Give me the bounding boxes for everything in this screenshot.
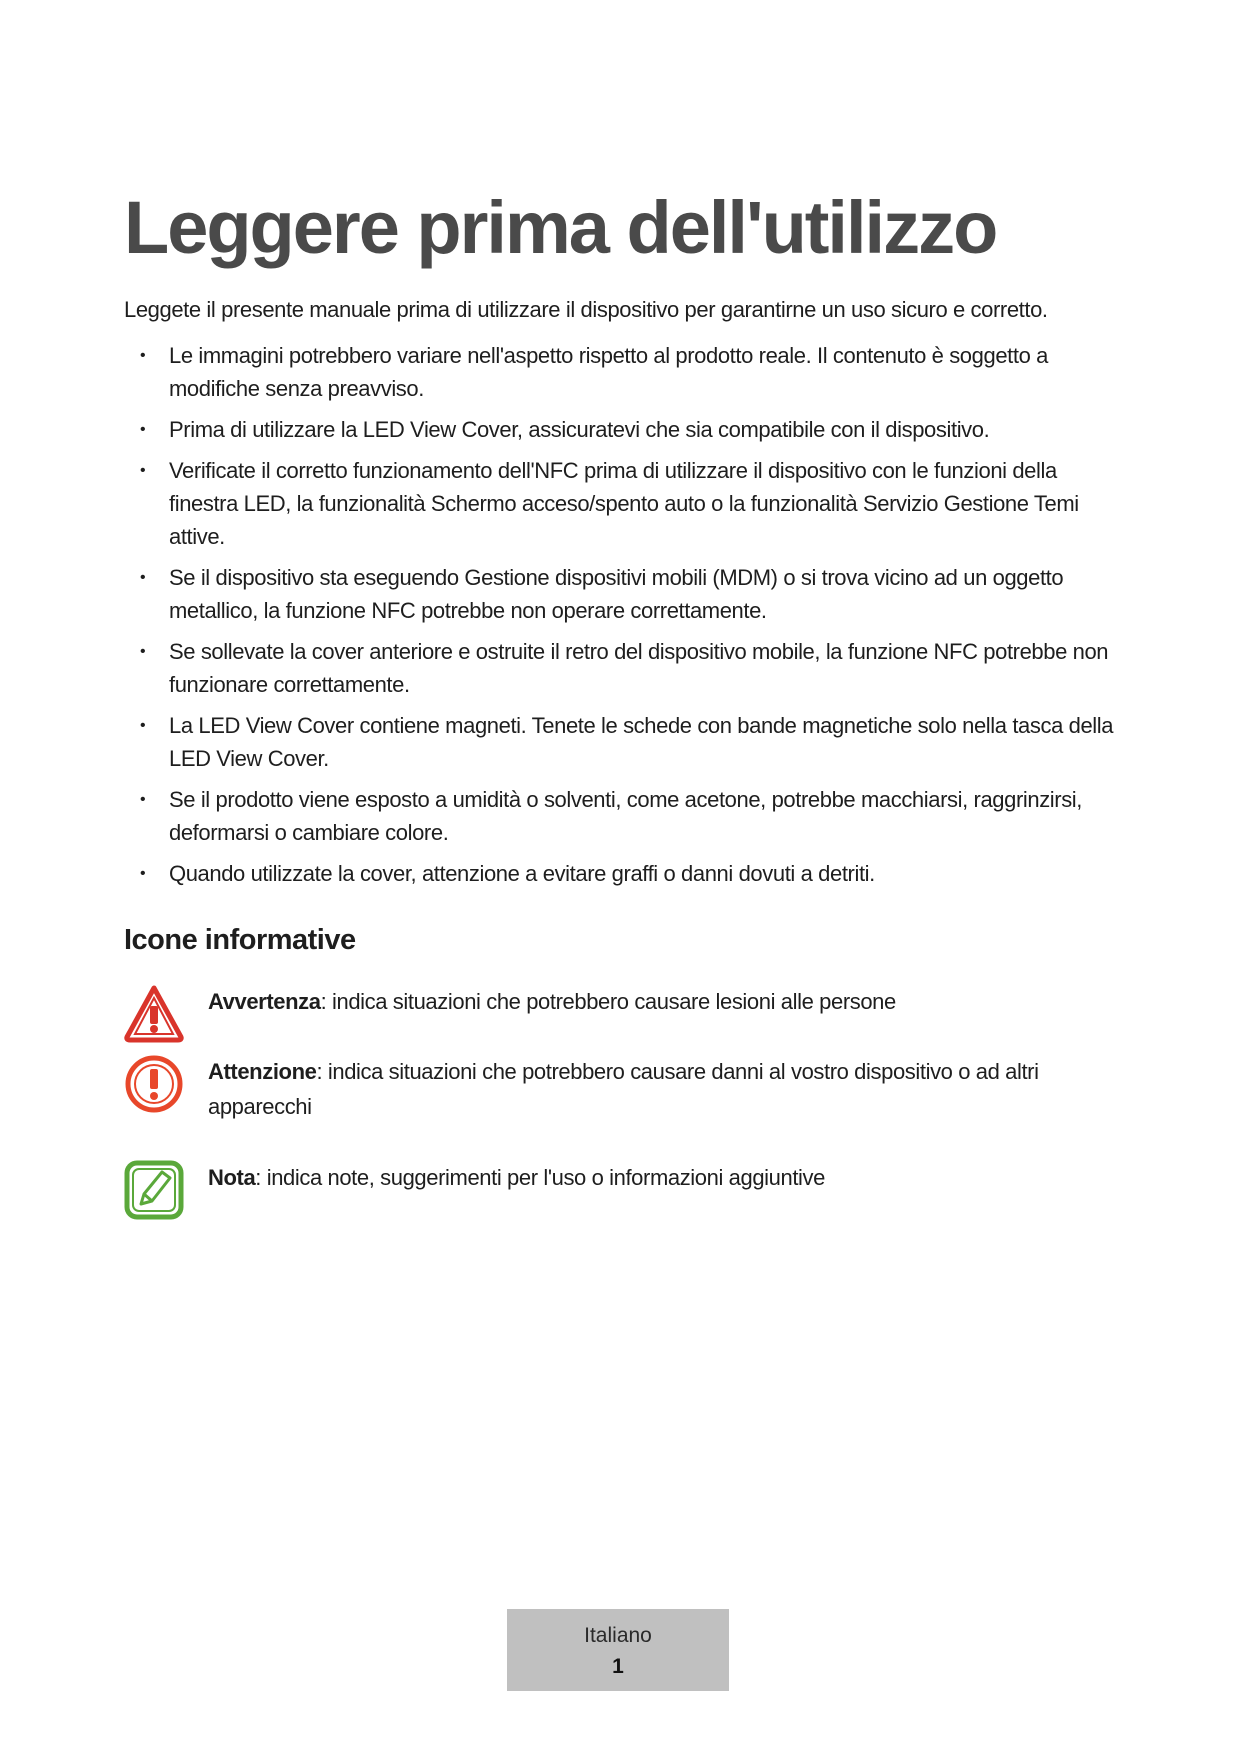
list-item [124, 857, 1124, 890]
note-pencil-icon [124, 1160, 184, 1220]
bullet-list [124, 339, 1124, 898]
bullet-marker: • [140, 421, 146, 438]
list-item [124, 454, 1124, 553]
caution-circle-icon [124, 1054, 184, 1114]
list-item [124, 561, 1124, 627]
info-caution-text [208, 1054, 1108, 1124]
info-description: : indica situazioni che potrebbero causare danni al vostro dispositivo o ad altri apparecchi [208, 1059, 1039, 1119]
list-item-text: Le immagini potrebbero variare nell'aspetto rispetto al prodotto reale. Il contenuto è soggetto a modifiche senza preavviso. [169, 343, 1048, 401]
bullet-marker: • [140, 865, 146, 882]
list-item [124, 783, 1124, 849]
page-number: 1 [612, 1655, 624, 1678]
info-description: : indica note, suggerimenti per l'uso o informazioni aggiuntive [255, 1165, 825, 1190]
info-note-text [208, 1160, 1108, 1195]
list-item-text: Se il dispositivo sta eseguendo Gestione dispositivi mobili (MDM) o si trova vicino ad un oggetto metallico, la funzione NFC potrebbe non operare correttamente. [169, 565, 1064, 623]
info-label: Attenzione [208, 1059, 317, 1084]
bullet-marker: • [140, 717, 146, 734]
bullet-marker: • [140, 462, 146, 479]
warning-triangle-icon [124, 984, 184, 1044]
list-item-text: Quando utilizzate la cover, attenzione a evitare graffi o danni dovuti a detriti. [169, 861, 875, 886]
bullet-marker: • [140, 347, 146, 364]
list-item [124, 635, 1124, 701]
info-description: : indica situazioni che potrebbero causare lesioni alle persone [320, 989, 896, 1014]
bullet-marker: • [140, 643, 146, 660]
list-item [124, 709, 1124, 775]
info-label: Nota [208, 1165, 256, 1190]
list-item [124, 339, 1124, 405]
info-warning-text [208, 984, 1108, 1019]
list-item-text: Se il prodotto viene esposto a umidità o solventi, come acetone, potrebbe macchiarsi, raggrinzirsi, deformarsi o cambiare colore. [169, 787, 1083, 845]
intro-paragraph: Leggete il presente manuale prima di utilizzare il dispositivo per garantirne un uso sicuro e corretto. [124, 297, 1048, 322]
list-item-text: Prima di utilizzare la LED View Cover, assicuratevi che sia compatibile con il dispositivo. [169, 417, 990, 442]
info-label: Avvertenza [208, 989, 321, 1014]
bullet-marker: • [140, 569, 146, 586]
list-item-text: Se sollevate la cover anteriore e ostruite il retro del dispositivo mobile, la funzione NFC potrebbe non funzionare correttamente. [169, 639, 1109, 697]
list-item-text: La LED View Cover contiene magneti. Tenete le schede con bande magnetiche solo nella tasca della LED View Cover. [169, 713, 1114, 771]
list-item-text: Verificate il corretto funzionamento dell'NFC prima di utilizzare il dispositivo con le funzioni della finestra LED, la funzionalità Schermo acceso/spento auto o la funzionalità Servizio Gestione Temi attive. [169, 458, 1079, 549]
list-item [124, 413, 1124, 446]
page-title: Leggere prima dell'utilizzo [124, 186, 997, 269]
footer-language: Italiano [584, 1624, 652, 1647]
bullet-marker: • [140, 791, 146, 808]
section-title: Icone informative [124, 924, 356, 956]
page-footer [507, 1609, 729, 1691]
